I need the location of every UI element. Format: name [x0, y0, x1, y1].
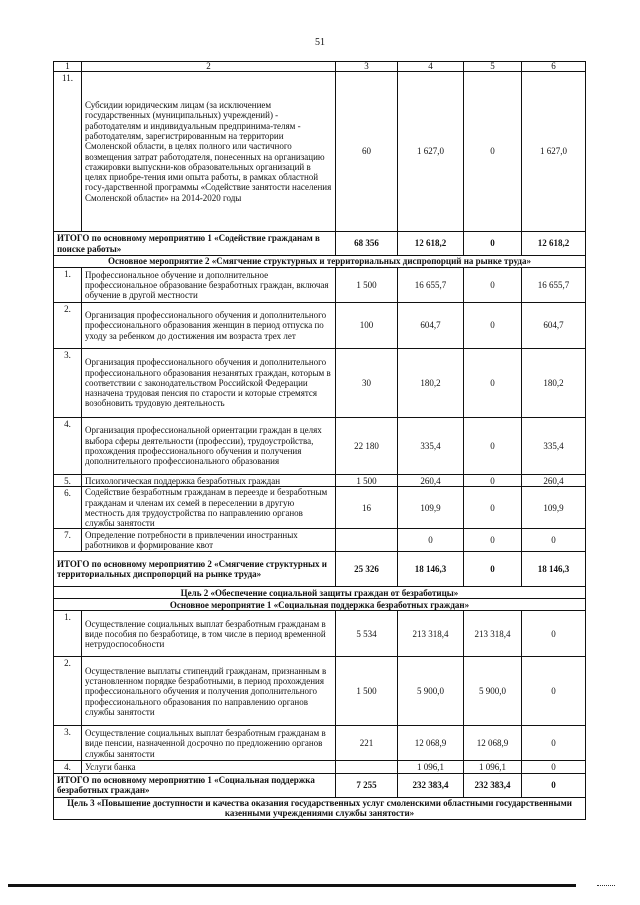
col4-value: 16 655,7: [398, 268, 464, 303]
row-description: Психологическая поддержка безработных граждан: [82, 475, 336, 487]
col3-value: 1 500: [336, 657, 398, 726]
total-row: [54, 232, 586, 256]
row-number: 3.: [54, 349, 82, 418]
row-number: 11.: [54, 72, 82, 232]
table-row: [54, 72, 586, 232]
row-number: 4.: [54, 418, 82, 475]
table-row: [54, 487, 586, 529]
page-bottom-rule: [8, 884, 576, 887]
col6-value: 0: [522, 773, 586, 797]
col3-value: 5 534: [336, 611, 398, 657]
row-description: Профессиональное обучение и дополнительное профессиональное образование безработных граждан, включая обучение в другой местности: [82, 268, 336, 303]
row-description: Организация профессионального обучения и дополнительного профессионального образования незанятых граждан, которым в соответствии с законодательством Российской Федерации назначена трудовая пенсия по старости и которые стремятся возобновить трудовую деятельность: [82, 349, 336, 418]
column-header: 1: [54, 62, 82, 72]
col4-value: 0: [398, 529, 464, 552]
total-label: ИТОГО по основному мероприятию 1 «Социальная поддержка безработных граждан»: [54, 773, 336, 797]
col5-value: 0: [464, 529, 522, 552]
row-description: Содействие безработным гражданам в переезде и безработным гражданам и членам их семей в переселении в другую местность для трудоустройства по направлению органов службы занятости: [82, 487, 336, 529]
table-row: [54, 657, 586, 726]
col3-value: 16: [336, 487, 398, 529]
row-number: 2.: [54, 303, 82, 349]
col6-value: 16 655,7: [522, 268, 586, 303]
budget-table: [53, 61, 586, 820]
section-heading: Цель 2 «Обеспечение социальной защиты граждан от безработицы»: [54, 587, 586, 599]
column-number-header-row: [54, 62, 586, 72]
section-heading-row: [54, 256, 586, 268]
col5-value: 0: [464, 268, 522, 303]
col3-value: 68 356: [336, 232, 398, 256]
row-description: Осуществление социальных выплат безработным гражданам в виде пособия по безработице, в том числе в период временной нетрудоспособности: [82, 611, 336, 657]
col3-value: 22 180: [336, 418, 398, 475]
row-number: 6.: [54, 487, 82, 529]
col3-value: 1 500: [336, 268, 398, 303]
table-row: [54, 761, 586, 773]
col6-value: 0: [522, 657, 586, 726]
col6-value: 335,4: [522, 418, 586, 475]
col5-value: 0: [464, 475, 522, 487]
col5-value: 0: [464, 349, 522, 418]
table-row: [54, 726, 586, 761]
row-description: Осуществление выплаты стипендий гражданам, признанным в установленном порядке безработными, в период прохождения профессионального обучения и получения дополнительного профессионального образования по направлению органов службы занятости: [82, 657, 336, 726]
table-row: [54, 418, 586, 475]
total-label: ИТОГО по основному мероприятию 2 «Смягчение структурных и территориальных диспропорций на рынке труда»: [54, 552, 336, 587]
column-header: 2: [82, 62, 336, 72]
row-number: 4.: [54, 761, 82, 773]
col6-value: 180,2: [522, 349, 586, 418]
row-number: 1.: [54, 611, 82, 657]
col3-value: 7 255: [336, 773, 398, 797]
col3-value: 1 500: [336, 475, 398, 487]
col5-value: 5 900,0: [464, 657, 522, 726]
col6-value: 109,9: [522, 487, 586, 529]
col5-value: 0: [464, 232, 522, 256]
col4-value: 232 383,4: [398, 773, 464, 797]
total-row: [54, 552, 586, 587]
table-row: [54, 349, 586, 418]
section-heading: Цель 3 «Повышение доступности и качества оказания государственных услуг смоленскими областными государственными казенными учреждениями службы занятости»: [54, 797, 586, 819]
row-number: 5.: [54, 475, 82, 487]
row-number: 1.: [54, 268, 82, 303]
col6-value: 0: [522, 761, 586, 773]
row-description: Определение потребности в привлечении иностранных работников и формирование квот: [82, 529, 336, 552]
table-row: [54, 475, 586, 487]
col3-value: 221: [336, 726, 398, 761]
col6-value: 0: [522, 529, 586, 552]
row-description: Организация профессиональной ориентации граждан в целях выбора сферы деятельности (профессии), трудоустройства, прохождения профессионального обучения и получения дополнительного профессионального образования: [82, 418, 336, 475]
col6-value: 18 146,3: [522, 552, 586, 587]
column-header: 3: [336, 62, 398, 72]
row-description: Организация профессионального обучения и дополнительного профессионального образования женщин в период отпуска по уходу за ребенком до достижения им возраста трех лет: [82, 303, 336, 349]
col4-value: 335,4: [398, 418, 464, 475]
row-description: Осуществление социальных выплат безработным гражданам в виде пенсии, назначенной досрочно по предложению органов службы занятости: [82, 726, 336, 761]
row-number: 7.: [54, 529, 82, 552]
column-header: 6: [522, 62, 586, 72]
col3-value: 60: [336, 72, 398, 232]
column-header: 5: [464, 62, 522, 72]
col4-value: 180,2: [398, 349, 464, 418]
col5-value: 0: [464, 552, 522, 587]
total-row: [54, 773, 586, 797]
col3-value: 30: [336, 349, 398, 418]
row-description: Субсидии юридическим лицам (за исключением государственных (муниципальных) учреждений) - работодателям и индивидуальным предпринима-телям - работодателям, зарегистрированным на территории Смоленской области, в целях полного или частичного возмещения затрат работодателя, понесенных на организацию стажировки выпускни-ков образовательных организаций в целях приобре-тения ими опыта работы, в рамках областной госу-дарственной программы «Содействие занятости населения Смоленской области» на 2014-2020 годы: [82, 72, 336, 232]
col6-value: 0: [522, 726, 586, 761]
col6-value: 12 618,2: [522, 232, 586, 256]
col5-value: 1 096,1: [464, 761, 522, 773]
col3-value: 100: [336, 303, 398, 349]
col3-value: 25 326: [336, 552, 398, 587]
col4-value: 260,4: [398, 475, 464, 487]
col5-value: 12 068,9: [464, 726, 522, 761]
section-heading-row: [54, 599, 586, 611]
col4-value: 1 627,0: [398, 72, 464, 232]
col5-value: 232 383,4: [464, 773, 522, 797]
col4-value: 12 068,9: [398, 726, 464, 761]
col6-value: 604,7: [522, 303, 586, 349]
col6-value: 260,4: [522, 475, 586, 487]
col5-value: 0: [464, 487, 522, 529]
col6-value: 0: [522, 611, 586, 657]
col3-value: [336, 529, 398, 552]
col5-value: 0: [464, 418, 522, 475]
row-number: 2.: [54, 657, 82, 726]
section-heading-row: [54, 587, 586, 599]
page-number: 51: [315, 37, 325, 48]
table-row: [54, 611, 586, 657]
col4-value: 604,7: [398, 303, 464, 349]
section-heading: Основное мероприятие 1 «Социальная поддержка безработных граждан»: [54, 599, 586, 611]
total-label: ИТОГО по основному мероприятию 1 «Содействие гражданам в поиске работы»: [54, 232, 336, 256]
column-header: 4: [398, 62, 464, 72]
row-number: 3.: [54, 726, 82, 761]
col4-value: 213 318,4: [398, 611, 464, 657]
table-row: [54, 529, 586, 552]
row-description: Услуги банка: [82, 761, 336, 773]
section-heading-row: [54, 797, 586, 819]
col5-value: 213 318,4: [464, 611, 522, 657]
col6-value: 1 627,0: [522, 72, 586, 232]
table-row: [54, 268, 586, 303]
col4-value: 109,9: [398, 487, 464, 529]
col4-value: 1 096,1: [398, 761, 464, 773]
col5-value: 0: [464, 72, 522, 232]
scan-mark: [597, 885, 615, 887]
col5-value: 0: [464, 303, 522, 349]
col4-value: 5 900,0: [398, 657, 464, 726]
table-row: [54, 303, 586, 349]
col3-value: [336, 761, 398, 773]
col4-value: 12 618,2: [398, 232, 464, 256]
section-heading: Основное мероприятие 2 «Смягчение структурных и территориальных диспропорций на рынке труда»: [54, 256, 586, 268]
col4-value: 18 146,3: [398, 552, 464, 587]
